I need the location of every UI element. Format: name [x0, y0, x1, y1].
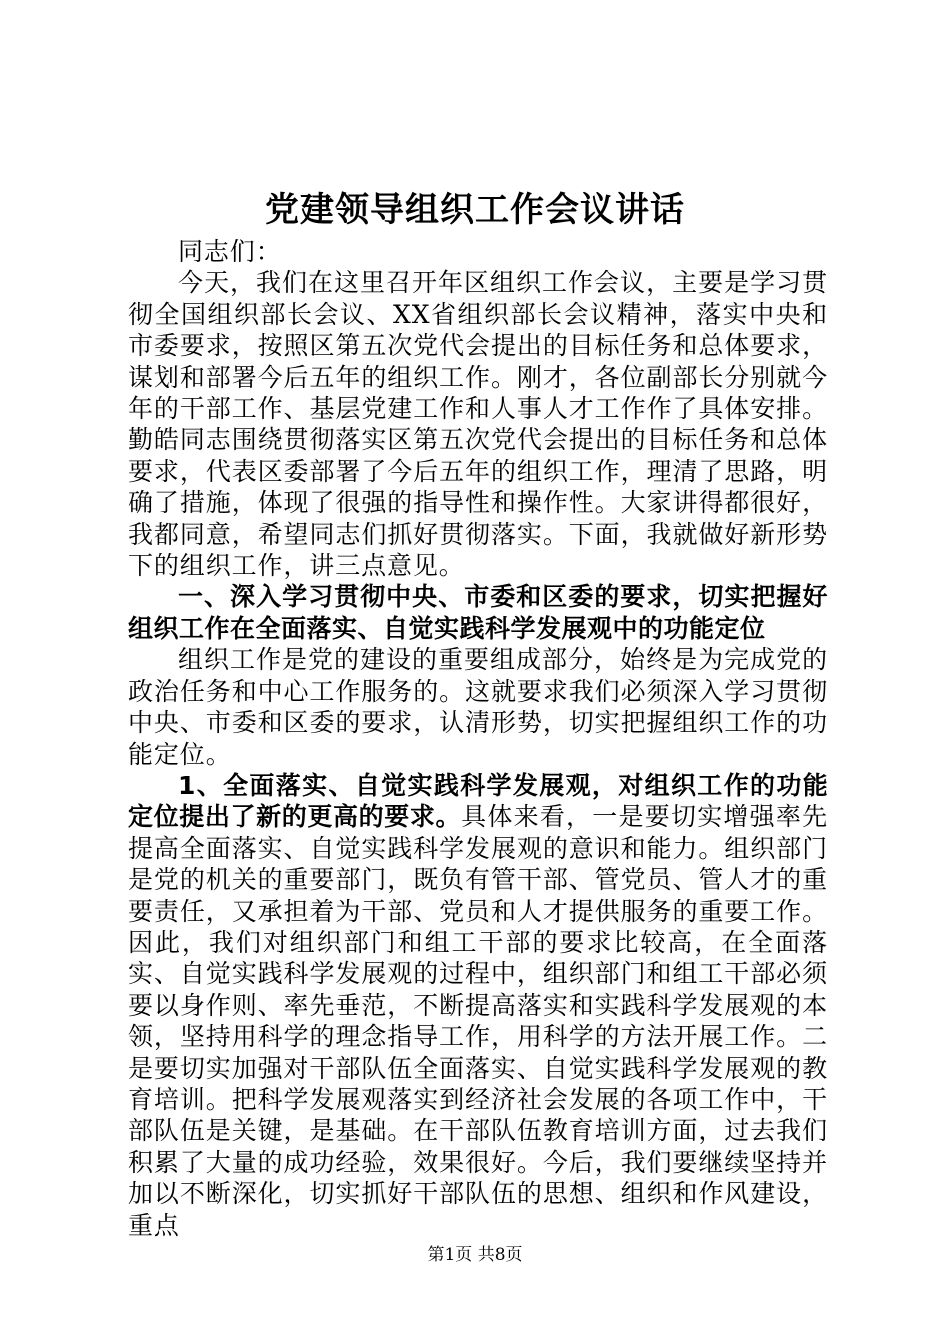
section-1-heading: 一、深入学习贯彻中央、市委和区委的要求，切实把握好组织工作在全面落实、自觉实践科学发展观中的功能定位 [128, 582, 828, 643]
document-body [128, 236, 828, 1241]
point-1-paragraph [128, 770, 828, 1241]
salutation: 同志们： [178, 237, 282, 266]
point-1-body: 具体来看，一是要切实增强率先提高全面落实、自觉实践科学发展观的意识和能力。组织部门是党的机关的重要部门，既负有管干部、管党员、管人才的重要责任，又承担着为干部、党员和人才提供服务的重要工作。因此，我们对组织部门和组工干部的要求比较高，在全面落实、自觉实践科学发展观的过程中，组织部门和组工干部必须要以身作则、率先垂范，不断提高落实和实践科学发展观的本领，坚持用科学的理念指导工作，用科学的方法开展工作。二是要切实加强对干部队伍全面落实、自觉实践科学发展观的教育培训。把科学发展观落实到经济社会发展的各项工作中，干部队伍是关键，是基础。在干部队伍教育培训方面，过去我们积累了大量的成功经验，效果很好。今后，我们要继续坚持并加以不断深化，切实抓好干部队伍的思想、组织和作风建设，重点 [128, 802, 828, 1240]
document-title: 党建领导组织工作会议讲话 [265, 190, 685, 230]
point-1-lead: 1、全面落实、自觉实践科学发展观，对组织工作的功能定位提出了新的更高的要求。 [128, 770, 828, 832]
intro-paragraph: 今天，我们在这里召开年区组织工作会议，主要是学习贯彻全国组织部长会议、XX省组织部长会议精神，落实中央和市委要求，按照区第五次党代会提出的目标任务和总体要求，谋划和部署今后五年的组织工作。刚才，各位副部长分别就今年的干部工作、基层党建工作和人事人才工作作了具体安排。勤皓同志围绕贯彻落实区第五次党代会提出的目标任务和总体要求，代表区委部署了今后五年的组织工作，理清了思路，明确了措施，体现了很强的指导性和操作性。大家讲得都很好，我都同意，希望同志们抓好贯彻落实。下面，我就做好新形势下的组织工作，讲三点意见。 [128, 268, 828, 581]
section-1-paragraph: 组织工作是党的建设的重要组成部分，始终是为完成党的政治任务和中心工作服务的。这就要求我们必须深入学习贯彻中央、市委和区委的要求，认清形势，切实把握组织工作的功能定位。 [128, 645, 828, 769]
page-footer: 第1页 共8页 [427, 1245, 523, 1265]
